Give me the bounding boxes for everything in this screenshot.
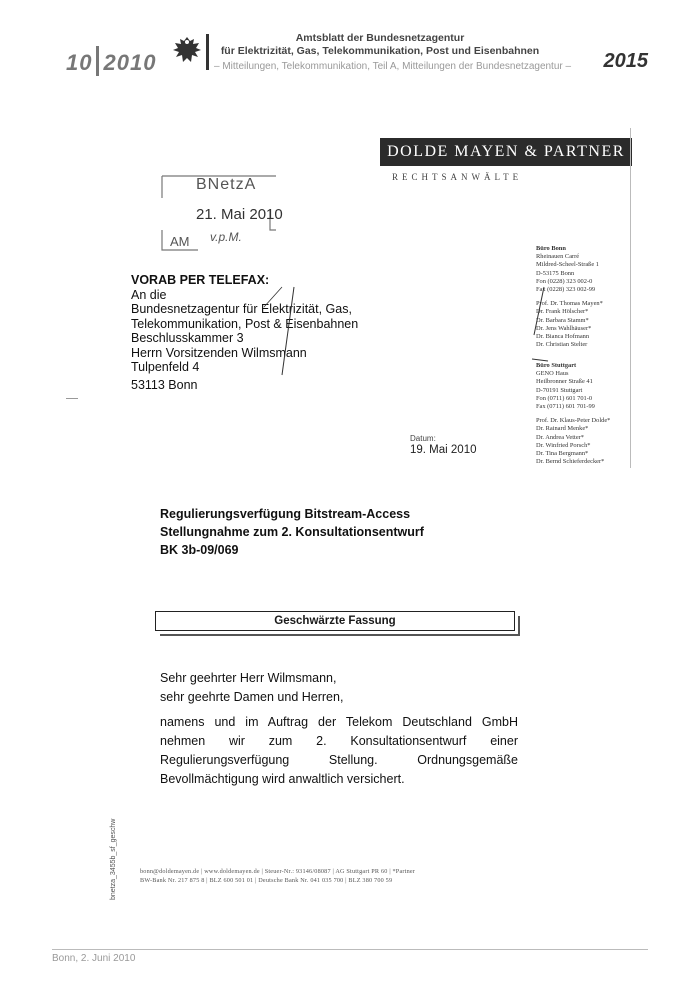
recipient-address [131,273,358,375]
office-line: Heilbronner Straße 41 [536,378,593,386]
partner-name: Dr. Barbara Stamm* [536,316,589,324]
partner-name: Prof. Dr. Thomas Mayen* [536,300,603,308]
handwritten-mark [528,285,550,365]
redacted-version-label: Geschwärzte Fassung [155,611,515,631]
issue-year: 2010 [103,50,157,75]
office-bonn-title: Büro Bonn [536,245,566,252]
salutation-line: Sehr geehrter Herr Wilmsmann, [160,671,337,685]
address-line: Tulpenfeld 4 [131,360,200,374]
letterhead-rule [630,128,631,468]
gazette-title [200,32,560,58]
firm-logo: DOLDE MAYEN & PARTNER [380,138,632,166]
office-line: Mildred-Scheel-Straße 1 [536,261,599,269]
issue-number [66,46,156,76]
stamp-handwritten-note: v.p.M. [210,230,242,244]
body-paragraph: namens und im Auftrag der Telekom Deutschland GmbH nehmen wir zum 2. Konsultationsentwurf einer Regulierungsverfügung Stellung. Ordnungsgemäße Bevollmächtigung wird anwaltlich versichert. [160,715,518,786]
subject-line: Stellungnahme zum 2. Konsultationsentwurf [160,525,424,539]
office-line: D-53175 Bonn [536,269,575,277]
salutation [160,669,343,707]
issue-separator [96,46,99,76]
letter-footer [140,867,415,885]
office-line: Rheinauen Carré [536,253,580,261]
partner-name: Dr. Jens Wahlhäuser* [536,324,592,332]
address-line: Telekommunikation, Post & Eisenbahnen [131,316,359,331]
page-number: 2015 [603,50,648,72]
address-line: Beschlusskammer 3 [131,331,244,345]
firm-subtitle: RECHTSANWÄLTE [392,172,523,182]
office-line: D-70191 Stuttgart [536,386,583,394]
date-value: 19. Mai 2010 [410,444,477,456]
office-stuttgart [536,362,610,466]
fold-mark [66,398,78,399]
publication-date: Bonn, 2. Juni 2010 [52,953,136,964]
gazette-subtitle: – Mitteilungen, Telekommunikation, Teil A, Mitteilungen der Bundesnetzagentur – [214,61,572,72]
footer-line: BW-Bank Nr. 217 875 8 | BLZ 600 501 01 | Deutsche Bank Nr. 041 035 700 | BLZ 380 700 59 [140,877,393,884]
partner-name: Dr. Tina Bergmann* [536,450,589,458]
subject-line: Regulierungsverfügung Bitstream-Access [160,507,411,521]
partner-name: Dr. Winfried Porsch* [536,441,591,449]
office-line: Fax (0228) 323 002-99 [536,286,596,294]
footer-line: bonn@doldemayen.de | www.doldemayen.de | Steuer-Nr.: 93146/08087 | AG Stuttgart PR 60 | *Partner [140,868,416,875]
office-line: Fon (0711) 601 701-0 [536,394,593,402]
gazette-title-line1: Amtsblatt der Bundesnetzagentur [295,32,465,44]
gazette-title-line2: für Elektrizität, Gas, Telekommunikation, Post und Eisenbahnen [220,45,540,57]
office-stuttgart-title: Büro Stuttgart [536,362,577,369]
file-reference: bnetza_3455b_sf_geschw [110,818,117,900]
handwritten-strokes [260,285,310,380]
stamp-agency: BNetzA [196,176,257,193]
partner-name: Dr. Bianca Hofmann [536,333,590,341]
stamp-am: AM [170,234,190,249]
partner-name: Dr. Andrea Vetter* [536,433,584,441]
partner-name: Dr. Frank Hölscher* [536,308,589,316]
office-line: Fax (0711) 601 701-99 [536,403,595,411]
office-line: Fon (0228) 323 002-0 [536,277,593,285]
page-bottom-rule [52,949,648,950]
stamp-date: 21. Mai 2010 [196,206,283,223]
address-line: Bundesnetzagentur für Elektrizität, Gas, [131,302,352,316]
case-number: BK 3b-09/069 [160,543,239,557]
federal-eagle-icon [170,34,204,68]
partner-name: Dr. Bernd Schieferdecker* [536,458,605,466]
address-line: An die [131,287,167,302]
partner-name: Dr. Rainard Menke* [536,425,589,433]
salutation-line: sehr geehrte Damen und Herren, [160,690,344,704]
office-line: GENO Haus [536,370,569,378]
subject [160,505,424,559]
postal-city: 53113 Bonn [131,378,198,392]
partner-name: Prof. Dr. Klaus-Peter Dolde* [536,417,611,425]
issue-number-value: 10 [66,50,93,75]
partner-name: Dr. Christian Stelter [536,341,588,349]
fax-header: VORAB PER TELEFAX: [131,273,270,287]
address-line: Herrn Vorsitzenden Wilmsmann [131,345,307,360]
date-label: Datum: [410,434,436,443]
